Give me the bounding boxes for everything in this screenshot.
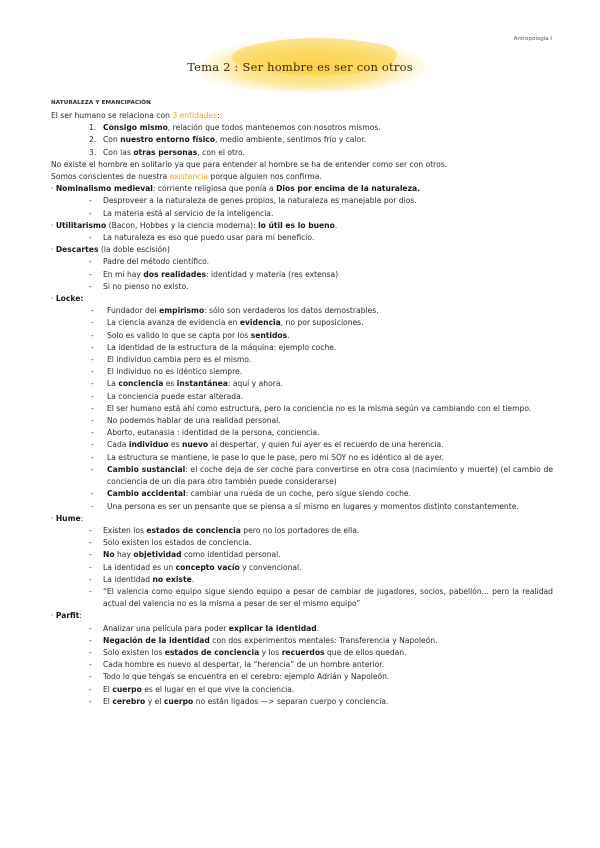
intro-line: El ser humano se relaciona con 3 entidades: bbox=[51, 111, 220, 120]
list-item: - Padre del método científico. bbox=[89, 257, 210, 267]
list-item: - Cambio accidental: cambiar una rueda de un coche, pero sigue siendo coche. bbox=[91, 489, 411, 499]
list-item: - El cerebro y el cuerpo no están ligados —> separan cuerpo y conciencia. bbox=[89, 696, 389, 706]
list-item: - Fundador del empirismo: sólo son verdaderos los datos demostrables. bbox=[91, 306, 379, 316]
heading-locke: · Locke: bbox=[51, 294, 84, 304]
list-item: - El cuerpo es el lugar en el que vive la conciencia. bbox=[89, 684, 295, 694]
hume-list bbox=[51, 525, 553, 610]
list-item: - Analizar una película para poder explicar la identidad. bbox=[89, 623, 320, 633]
list-item: - Cambio sustancial: el coche deja de ser coche para convertirse en otra cosa (nacimiento y muerte) (el cambio de conciencia de un día para otro también puede considerarse) bbox=[91, 464, 553, 487]
list-item: - “El valencia como equipo sigue siendo equipo a pesar de cambiar de jugadores, socios, pabellón... pero la realidad actual del valencia no es la misma a pesar de ser el mismo equipo” bbox=[89, 586, 553, 609]
list-item: - No podemos hablar de una realidad personal. bbox=[91, 416, 281, 426]
list-item: - La estructura se mantiene, le pase lo que le pase, pero mi SOY no es idéntico al de ayer. bbox=[91, 452, 444, 462]
list-item: - El ser humano está ahí como estructura, pero la conciencia no es la misma según va cambiando con el tiempo. bbox=[91, 403, 532, 413]
utilitarismo-list bbox=[51, 232, 553, 244]
list-item: - El individuo no es idéntico siempre. bbox=[91, 367, 243, 377]
list-item: - La identidad de la estructura de la máquina: ejemplo coche. bbox=[91, 342, 337, 352]
heading-nominalismo: · Nominalismo medieval: corriente religiosa que ponía a Dios por encima de la naturaleza. bbox=[51, 184, 421, 194]
locke-list bbox=[51, 305, 553, 512]
heading-parfit: · Parfit: bbox=[51, 611, 82, 621]
heading-descartes: · Descartes (la doble escisión) bbox=[51, 245, 170, 255]
notes-content bbox=[51, 99, 553, 708]
list-item: - Si no pienso no existo. bbox=[89, 281, 189, 291]
list-item: - Una persona es ser un pensante que se piensa a sí mismo en lugares y momentos distinto constantemente. bbox=[91, 501, 519, 511]
list-item: - Desproveer a la naturaleza de genes propios, la naturaleza es manejable por dios. bbox=[89, 196, 417, 206]
list-item: - No hay objetividad como identidad personal. bbox=[89, 550, 281, 560]
list-item: - La identidad es un concepto vacío y convencional. bbox=[89, 562, 302, 572]
list-item: - La materia está al servicio de la inteligencia. bbox=[89, 208, 274, 218]
list-item: - El individuo cambia pero es el mismo. bbox=[91, 355, 252, 365]
entities-highlight: 3 entidades bbox=[172, 111, 218, 120]
list-item: - En mi hay dos realidades: identidad y materia (res extensa) bbox=[89, 269, 339, 279]
list-item: 1. Consigo mismo, relación que todos mantenemos con nosotros mismos. bbox=[89, 123, 381, 133]
list-item: - La identidad no existe. bbox=[89, 574, 195, 584]
list-item: - La naturaleza es eso que puedo usar para mi beneficio. bbox=[89, 233, 315, 243]
nominalismo-list bbox=[51, 195, 553, 219]
list-item: - Cada individuo es nuevo al despertar, y quien fui ayer es el recuerdo de una herencia. bbox=[91, 440, 444, 450]
list-item: - La ciencia avanza de evidencia en evidencia, no por suposiciones. bbox=[91, 318, 364, 328]
list-item: - Solo existen los estados de conciencia y los recuerdos que de ellos quedan. bbox=[89, 647, 407, 657]
list-item: - La conciencia puede estar alterada. bbox=[91, 391, 244, 401]
existencia-highlight: existencia bbox=[169, 172, 209, 182]
list-item: - Todo lo que tengas se encuentra en el cerebro: ejemplo Adrián y Napoleón. bbox=[89, 672, 390, 682]
page-title: Tema 2 : Ser hombre es ser con otros bbox=[187, 60, 413, 74]
list-item: - Negación de la identidad con dos experimentos mentales: Transferencia y Napoleón. bbox=[89, 635, 438, 645]
section-label: NATURALEZA Y EMANCIPACIÓN bbox=[51, 100, 151, 106]
course-label: Antropología I bbox=[513, 36, 552, 42]
list-item: 3. Con las otras personas, con el otro. bbox=[89, 147, 245, 157]
heading-utilitarismo: · Utilitarismo (Bacon, Hobbes y la ciencia moderna): lo útil es lo bueno. bbox=[51, 220, 338, 230]
list-item: - Cada hombre es nuevo al despertar, la “herencia” de un hombre anterior. bbox=[89, 660, 385, 670]
descartes-list bbox=[51, 256, 553, 293]
entities-list bbox=[51, 122, 553, 159]
list-item: - Aborto, eutanasia : identidad de la persona, conciencia. bbox=[91, 428, 320, 438]
list-item: - Solo existen los estados de conciencia. bbox=[89, 538, 252, 548]
list-item: - Existen los estados de conciencia pero no los portadores de ella. bbox=[89, 525, 360, 535]
parfit-list bbox=[51, 623, 553, 708]
heading-hume: · Hume: bbox=[51, 513, 84, 523]
paragraph: No existe el hombre en solitario ya que para entender al hombre se ha de entender como ser con otros. bbox=[51, 159, 448, 169]
list-item: - Solo es valido lo que se capta por los sentidos. bbox=[91, 330, 290, 340]
list-item: 2. Con nuestro entorno físico, medio ambiente, sentimos frío y calor. bbox=[89, 135, 367, 145]
list-item: - La conciencia es instantánea: aquí y ahora. bbox=[91, 379, 283, 389]
paragraph: Somos conscientes de nuestra existencia porque alguien nos confirma. bbox=[51, 172, 322, 182]
